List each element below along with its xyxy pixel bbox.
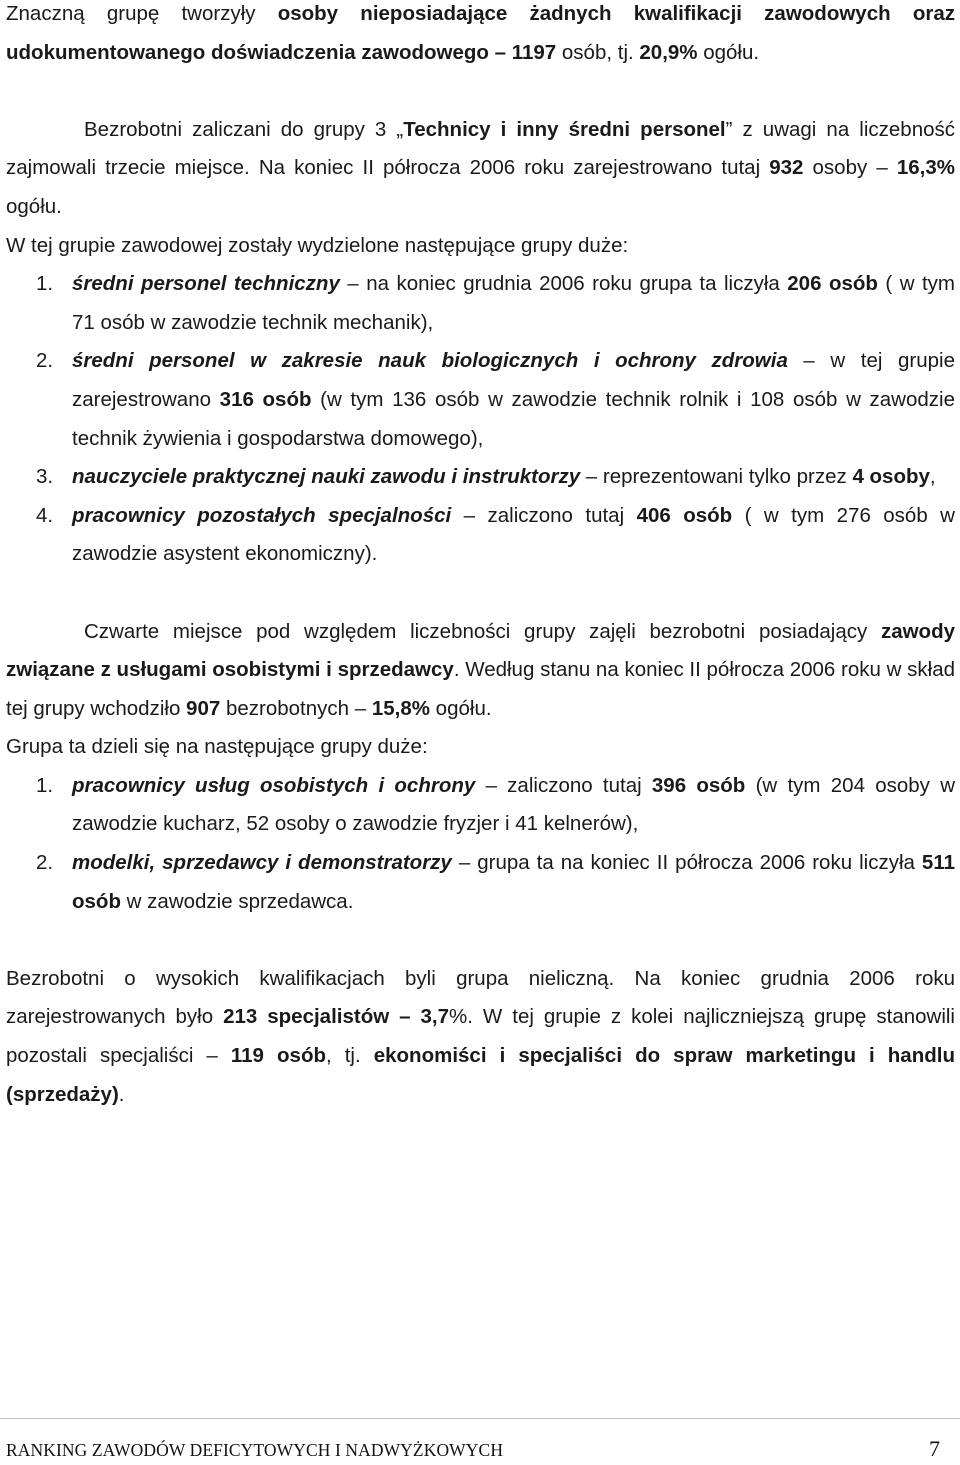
text: osoby – bbox=[803, 156, 897, 180]
bold-text: 396 osób bbox=[651, 773, 746, 797]
paragraph-groups-intro: W tej grupie zawodowej zostały wydzielone następujące grupy duże: bbox=[6, 233, 629, 257]
group-name: pracownicy pozostałych specjalności bbox=[72, 503, 452, 527]
list-item bbox=[6, 844, 955, 921]
text: ( w tym 276 osób w zawodzie asystent ekonomiczny). bbox=[72, 503, 955, 566]
text: , bbox=[929, 465, 936, 489]
text: ogółu. bbox=[429, 696, 492, 720]
group-name: nauczyciele praktycznej nauki zawodu i instruktorzy bbox=[72, 465, 581, 489]
text: – reprezentowani tylko przez bbox=[580, 465, 853, 489]
paragraph-technicians bbox=[6, 111, 955, 227]
text: ogółu. bbox=[6, 194, 62, 218]
bold-text: 907 bbox=[186, 696, 221, 720]
text: osób, tj. bbox=[556, 40, 640, 64]
list-number: 1. bbox=[36, 272, 54, 296]
list-number: 3. bbox=[36, 465, 54, 489]
bold-text: 4 osoby bbox=[852, 465, 930, 489]
text: . Według stanu na koniec II półrocza 2006 roku w skład tej grupy wchodziło bbox=[6, 658, 955, 720]
text: w zawodzie sprzedawca. bbox=[120, 889, 354, 913]
bold-text: 406 osób bbox=[636, 503, 733, 527]
bold-text: 20,9% bbox=[639, 40, 698, 64]
text: Bezrobotni zaliczani do grupy 3 „ bbox=[84, 117, 404, 141]
text: ( w tym 71 osób w zawodzie technik mechanik), bbox=[72, 272, 955, 334]
paragraph-specialists bbox=[6, 960, 955, 1114]
bold-text: 16,3% bbox=[896, 156, 955, 180]
text: Czwarte miejsce pod względem liczebności grupy zajęli bezrobotni posiadający bbox=[84, 619, 881, 643]
technicians-groups-list bbox=[6, 265, 955, 574]
text: (w tym 204 osoby w zawodzie kucharz, 52 osoby o zawodzie fryzjer i 41 kelnerów), bbox=[72, 773, 955, 836]
group-name: modelki, sprzedawcy i demonstratorzy bbox=[72, 851, 452, 875]
group-name: średni personel techniczny bbox=[72, 272, 340, 296]
text: – na koniec grudnia 2006 roku grupa ta liczyła bbox=[339, 272, 788, 296]
text: (w tym 136 osób w zawodzie technik rolnik i 108 osób w zawodzie technik żywienia i gospodarstwa domowego), bbox=[72, 387, 955, 450]
services-groups-list bbox=[6, 767, 955, 921]
page-number: 7 bbox=[929, 1436, 940, 1461]
bold-text: 316 osób bbox=[219, 387, 312, 411]
bold-text: 213 specjalistów – 3,7 bbox=[223, 1005, 450, 1029]
list-item bbox=[6, 458, 955, 497]
paragraph-unqualified bbox=[6, 0, 955, 72]
text: ” z uwagi na liczebność zajmowali trzecie miejsce. Na koniec II półrocza 2006 roku zarejestrowano tutaj bbox=[6, 117, 955, 180]
text: – zaliczono tutaj bbox=[475, 773, 652, 797]
bold-text: 932 bbox=[769, 156, 804, 180]
text: – w tej grupie zarejestrowano bbox=[72, 349, 955, 411]
list-item bbox=[6, 767, 955, 844]
footer-title: RANKING ZAWODÓW DEFICYTOWYCH I NADWYŻKOWYCH bbox=[6, 1440, 504, 1460]
bold-text: 15,8% bbox=[371, 696, 430, 720]
bold-text: ekonomiści i specjaliści do spraw marketingu i handlu (sprzedaży) bbox=[6, 1044, 955, 1106]
text: – grupa ta na koniec II półrocza 2006 roku liczyła bbox=[451, 851, 922, 875]
group-name: pracownicy usług osobistych i ochrony bbox=[72, 773, 476, 797]
text: Bezrobotni o wysokich kwalifikacjach byli grupa nieliczną. Na koniec grudnia 2006 roku zarejestrowanych było bbox=[6, 966, 955, 1029]
group-name: średni personel w zakresie nauk biologicznych i ochrony zdrowia bbox=[72, 349, 788, 373]
paragraph-services-groups-intro: Grupa ta dzieli się na następujące grupy duże: bbox=[6, 735, 428, 759]
list-item bbox=[6, 497, 955, 574]
text: . bbox=[118, 1082, 125, 1106]
bold-text: 206 osób bbox=[787, 272, 878, 296]
list-number: 2. bbox=[36, 851, 54, 875]
text: bezrobotnych – bbox=[220, 696, 372, 720]
text: – zaliczono tutaj bbox=[451, 503, 637, 527]
bold-text: 511 osób bbox=[72, 851, 955, 913]
list-item bbox=[6, 342, 955, 458]
text: ogółu. bbox=[697, 40, 760, 64]
text: , tj. bbox=[325, 1044, 374, 1068]
bold-text: zawody związane z usługami osobistymi i sprzedawcy bbox=[6, 619, 955, 682]
bold-text: Technicy i inny średni personel bbox=[403, 117, 726, 141]
list-item bbox=[6, 265, 955, 342]
paragraph-services bbox=[6, 613, 955, 729]
list-number: 4. bbox=[36, 503, 54, 527]
bold-text: 119 osób bbox=[230, 1044, 326, 1068]
bold-text: osoby nieposiadające żadnych kwalifikacji zawodowych oraz udokumentowanego doświadczenia zawodowego – 1197 bbox=[6, 2, 955, 64]
footer-divider bbox=[0, 1418, 960, 1419]
text: %. W tej grupie z kolei najliczniejszą grupę stanowili pozostali specjaliści – bbox=[6, 1005, 955, 1068]
document-page bbox=[6, 0, 955, 1114]
list-number: 1. bbox=[36, 773, 54, 797]
text: Znaczną grupę tworzyły bbox=[6, 2, 278, 25]
list-number: 2. bbox=[36, 349, 54, 373]
